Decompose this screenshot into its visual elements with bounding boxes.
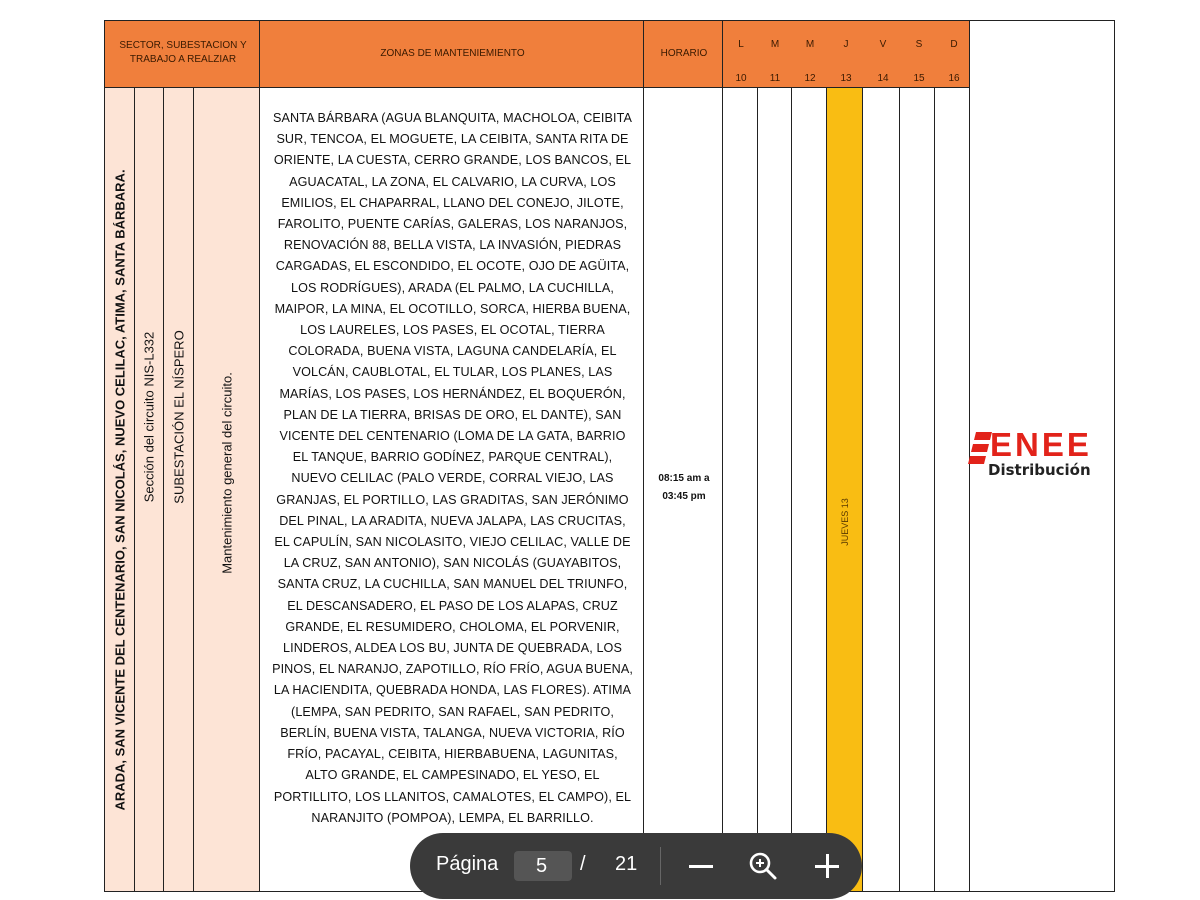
day-letter-s: S <box>915 39 923 50</box>
seccion-text: Sección del circuito NIS-L332 <box>141 331 157 503</box>
day-col-15 <box>899 87 935 892</box>
day-num-14: 14 <box>877 73 889 84</box>
day-letter-d: D <box>950 39 958 50</box>
day-col-11 <box>757 87 792 892</box>
subestacion-text: SUBESTACIÓN EL NÍSPERO <box>171 330 186 504</box>
seccion-cell <box>134 87 164 892</box>
zoom-magnifier-icon <box>744 847 782 885</box>
header-horario-cell <box>643 20 723 88</box>
logo-subtitle-text: Distribución <box>988 461 1091 479</box>
day-num-13: 13 <box>840 73 852 84</box>
horario-cell <box>643 87 723 892</box>
day-col-14 <box>862 87 900 892</box>
day-num-16: 16 <box>948 73 960 84</box>
day-col-12 <box>791 87 827 892</box>
header-sector-label: SECTOR, SUBESTACION Y TRABAJO A REALZIAR <box>119 40 247 65</box>
zonas-cell <box>259 87 644 892</box>
header-zonas-cell <box>259 20 644 88</box>
zoom-out-button[interactable] <box>682 847 720 885</box>
header-sector-cell <box>104 20 260 88</box>
minus-icon <box>689 865 713 868</box>
page-separator: / <box>580 853 586 875</box>
day-letter-l: L <box>738 39 744 50</box>
total-pages: 21 <box>615 853 638 875</box>
day-num-10: 10 <box>735 73 747 84</box>
horario-line-2: 03:45 pm <box>662 491 706 502</box>
logo-column-header <box>969 20 1115 88</box>
page-number-input[interactable] <box>514 851 572 881</box>
day-num-12: 12 <box>804 73 816 84</box>
day-letter-m1: M <box>770 39 780 50</box>
day-col-10 <box>722 87 758 892</box>
day-letter-m2: M <box>805 39 815 50</box>
day-letter-j: J <box>843 39 849 50</box>
header-horario-label: HORARIO <box>660 48 708 59</box>
zoom-fit-button[interactable] <box>744 847 782 885</box>
sector-text: ARADA, SAN VICENTE DEL CENTENARIO, SAN NICOLÁS, NUEVO CELILAC, ATIMA, SANTA BÁRBARA. <box>112 168 127 811</box>
logo-column <box>969 87 1115 892</box>
header-days-cell <box>722 20 970 88</box>
day-col-13-highlight <box>826 87 863 892</box>
horario-line-1: 08:15 am a <box>658 473 710 484</box>
day-letter-v: V <box>879 39 887 50</box>
pdf-page-toolbar <box>410 833 862 899</box>
jueves-label: JUEVES 13 <box>839 497 850 546</box>
trabajo-text: Mantenimiento general del circuito. <box>219 372 234 575</box>
zoom-in-button[interactable] <box>808 847 846 885</box>
day-num-11: 11 <box>769 73 781 84</box>
logo-brand-text: ENEE <box>990 428 1092 463</box>
current-page: 5 <box>536 855 548 877</box>
zonas-text: SANTA BÁRBARA (AGUA BLANQUITA, MACHOLOA, CEIBITA SUR, TENCOA, EL MOGUETE, LA CEIBITA, SANTA RITA DE ORIENTE, LA CUESTA, CERRO GRANDE, LOS BANCOS, EL AGUACATAL, LA ZONA, EL CALVARIO, LA CURVA, LOS EMILIOS, EL CHAPARRAL, LLANO DEL CONEJO, JILOTE, FAROLITO, PUENTE CARÍAS, GALERAS, LOS NARANJOS, RENOVACIÓN 88, BELLA VISTA, LA INVASIÓN, PIEDRAS CARGADAS, EL ESCONDIDO, EL OCOTE, OJO DE AGÜITA, LOS RODRÍGUES), ARADA (EL PALMO, LA CUCHILLA, MAIPOR, LA MINA, EL OCOTILLO, SORCA, HIERBA BUENA, LOS LAURELES, LOS PASES, EL OCOTAL, TIERRA COLORADA, BUENA VISTA, LAGUNA CANDELARÍA, EL VOLCÁN, CAUBLOTAL, EL TULAR, LOS PLANES, LAS MARÍAS, LOS PASES, LOS HERNÁNDEZ, EL BOQUERÓN, PLAN DE LA TIERRA, BRISAS DE ORO, EL DANTE), SAN VICENTE DEL CENTENARIO (LOMA DE LA GATA, BARRIO EL TANQUE, BARRIO GODÍNEZ, PARQUE CENTRAL), NUEVO CELILAC (PALO VERDE, CORRAL VIEJO, LAS GRANJAS, EL PORTILLO, LAS GRADITAS, SAN JERÓNIMO DEL PINAL, LA ARADITA, NUEVA JALAPA, LAS CRUCITAS, EL CAPULÍN, SAN NICOLASITO, VIEJO CELILAC, VALLE DE LA CRUZ, SAN ANTONIO), SAN NICOLÁS (GUAYABITOS, SANTA CRUZ, LA CUCHILLA, SAN MANUEL DEL TRIUNFO, EL DESCANSADERO, EL PASO DE LOS ALAPAS, CRUZ GRANDE, EL RESUMIDERO, CHOLOMA, EL PORVENIR, LINDEROS, ALDEA LOS BU, JUNTA DE QUEBRADA, LOS PINOS, EL NARANJO, ZAPOTILLO, RÍO FRÍO, AGUA BUENA, LA HACIENDITA, QUEBRADA HONDA, LAS FLORES). ATIMA (LEMPA, SAN PEDRITO, SAN RAFAEL, SAN PEDRITO, BERLÍN, BUENA VISTA, TALANGA, NUEVA VICTORIA, RÍO FRÍO, PACAYAL, CEIBITA, HIERBABUENA, LAGUNITAS, ALTO GRANDE, EL CAMPESINADO, EL YESO, EL PORTILLITO, LOS LLANITOS, CAMALOTES, EL CAMPO), EL NARANJITO (POMPOA), LEMPA, EL BARRILLO. <box>272 111 633 825</box>
subestacion-cell <box>163 87 194 892</box>
plus-icon-v <box>826 854 829 878</box>
day-col-16 <box>934 87 970 892</box>
trabajo-cell <box>193 87 260 892</box>
toolbar-divider <box>660 847 661 885</box>
header-zonas-label: ZONAS DE MANTENIEMIENTO <box>380 48 525 59</box>
sector-cell <box>104 87 135 892</box>
day-num-15: 15 <box>913 73 925 84</box>
page-label: Página <box>436 853 499 875</box>
enee-logo <box>966 428 1116 484</box>
